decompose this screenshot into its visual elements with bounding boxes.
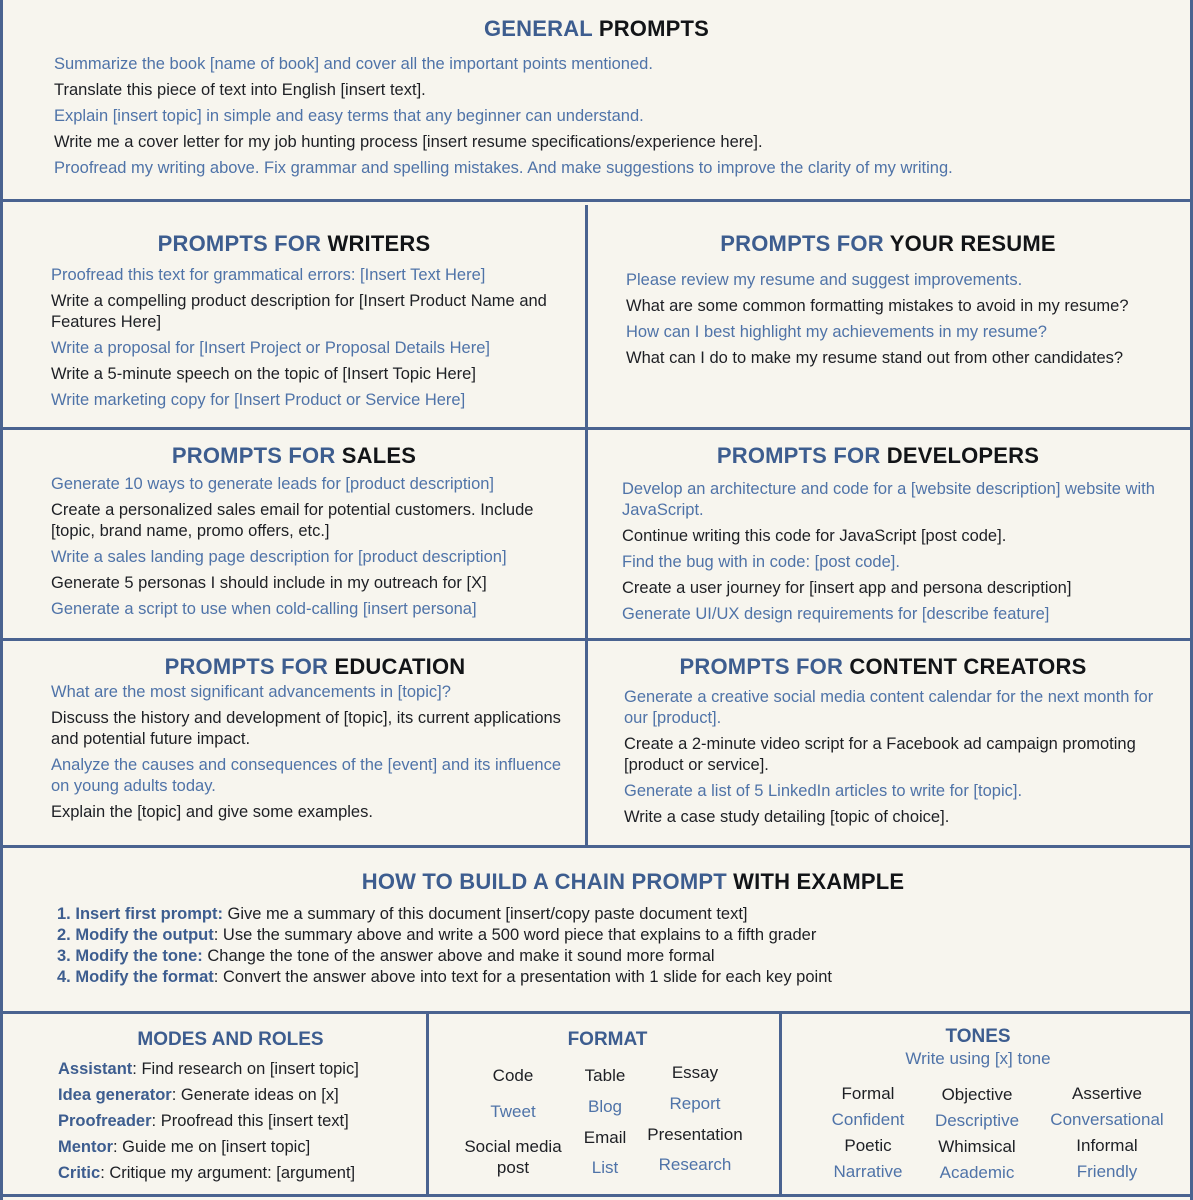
divider (3, 427, 1190, 430)
format-blog: Blog (587, 1097, 623, 1116)
format-table: Table (584, 1066, 626, 1085)
divider (3, 1194, 1190, 1197)
creators-list (624, 687, 1159, 833)
list-item: Create a personalized sales email for potential customers. Include [topic, brand name, promo offers, etc.] (51, 501, 534, 540)
tone-conversational: Conversational (1050, 1110, 1164, 1129)
format-research: Research (658, 1155, 732, 1174)
divider (3, 1011, 1190, 1014)
tone-academic: Academic (939, 1163, 1015, 1182)
list-item: What can I do to make my resume stand out from other candidates? (626, 349, 1124, 367)
tone-formal: Formal (841, 1084, 895, 1103)
list-item: Write me a cover letter for my job hunting process [insert resume specifications/experience here]. (54, 133, 763, 151)
list-item: Find the bug with in code: [post code]. (622, 553, 900, 571)
list-item: Write a compelling product description for [Insert Product Name and Features Here] (51, 292, 547, 331)
list-item: Please review my resume and suggest improvements. (626, 271, 1023, 289)
tone-assertive: Assertive (1072, 1084, 1142, 1103)
general-title: GENERAL PROMPTS (483, 16, 710, 41)
list-item: Generate 10 ways to generate leads for [product description] (51, 475, 495, 493)
list-item: How can I best highlight my achievements in my resume? (626, 323, 1047, 341)
list-item: Analyze the causes and consequences of the [event] and its influence on young adults today. (51, 756, 562, 795)
list-item: Generate a list of 5 LinkedIn articles to write for [topic]. (624, 782, 1023, 800)
format-code: Code (492, 1066, 534, 1085)
list-item: Create a user journey for [insert app and persona description] (622, 579, 1072, 597)
list-item: Translate this piece of text into English [insert text]. (54, 81, 426, 99)
chain-step: 2. Modify the output: Use the summary above and write a 500 word piece that explains to a fifth grader (57, 926, 817, 944)
list-item: Develop an architecture and code for a [website description] website with JavaScript. (622, 480, 1155, 519)
format-email: Email (583, 1128, 627, 1147)
tone-poetic: Poetic (844, 1136, 892, 1155)
format-presentation: Presentation (647, 1125, 743, 1144)
sales-list (51, 474, 579, 625)
divider (585, 205, 588, 845)
creators-title: PROMPTS FOR CONTENT CREATORS (679, 654, 1087, 679)
list-item: Explain [insert topic] in simple and easy terms that any beginner can understand. (54, 107, 644, 125)
list-item: Assistant: Find research on [insert topic] (58, 1060, 359, 1078)
list-item: Write a 5-minute speech on the topic of [Insert Topic Here] (51, 365, 476, 383)
tone-objective: Objective (941, 1085, 1013, 1104)
list-item: Write a proposal for [Insert Project or Proposal Details Here] (51, 339, 490, 357)
tones-title: TONES (945, 1026, 1011, 1047)
list-item: Explain the [topic] and give some examples. (51, 803, 373, 821)
developers-title: PROMPTS FOR DEVELOPERS (716, 443, 1040, 468)
list-item: Write marketing copy for [Insert Product or Service Here] (51, 391, 466, 409)
tone-whimsical: Whimsical (938, 1137, 1016, 1156)
divider (3, 199, 1190, 202)
list-item: Proofread this text for grammatical errors: [Insert Text Here] (51, 266, 486, 284)
chain-step: 4. Modify the format: Convert the answer above into text for a presentation with 1 slide for each key point (57, 968, 832, 986)
list-item: Write a case study detailing [topic of choice]. (624, 808, 950, 826)
tone-confident: Confident (831, 1110, 905, 1129)
resume-list (626, 270, 1146, 374)
chain-title: HOW TO BUILD A CHAIN PROMPT WITH EXAMPLE (361, 869, 905, 894)
tone-informal: Informal (1076, 1136, 1138, 1155)
format-essay: Essay (671, 1063, 719, 1082)
list-item: Proofread my writing above. Fix grammar and spelling mistakes. And make suggestions to improve the clarity of my writing. (54, 159, 953, 177)
developers-list (622, 479, 1157, 630)
general-list (54, 54, 1174, 184)
format-title: FORMAT (567, 1029, 648, 1050)
list-item: Mentor: Guide me on [insert topic] (58, 1138, 311, 1156)
writers-title: PROMPTS FOR WRITERS (157, 231, 431, 256)
tones-subtitle: Write using [x] tone (905, 1049, 1051, 1068)
divider (3, 845, 1190, 848)
resume-title: PROMPTS FOR YOUR RESUME (720, 231, 1056, 256)
list-item: Generate UI/UX design requirements for [describe feature] (622, 605, 1050, 623)
writers-list (51, 265, 566, 416)
list-item: Proofreader: Proofread this [insert text] (58, 1112, 349, 1130)
list-item: Generate a creative social media content calendar for the next month for our [product]. (624, 688, 1154, 727)
education-title: PROMPTS FOR EDUCATION (164, 654, 466, 679)
list-item: Generate a script to use when cold-calling [insert persona] (51, 600, 477, 618)
tone-friendly: Friendly (1076, 1162, 1138, 1181)
list-item: Critic: Critique my argument: [argument] (58, 1164, 356, 1182)
list-item: Continue writing this code for JavaScript [post code]. (622, 527, 1007, 545)
list-item: Idea generator: Generate ideas on [x] (58, 1086, 339, 1104)
modes-list (58, 1059, 423, 1189)
tone-narrative: Narrative (833, 1162, 903, 1181)
list-item: Generate 5 personas I should include in my outreach for [X] (51, 574, 487, 592)
list-item: Discuss the history and development of [topic], its current applications and potential future impact. (51, 709, 561, 748)
chain-step: 3. Modify the tone: Change the tone of the answer above and make it sound more formal (57, 947, 715, 965)
list-item: What are some common formatting mistakes to avoid in my resume? (626, 297, 1129, 315)
sales-title: PROMPTS FOR SALES (171, 443, 417, 468)
chain-steps (57, 904, 1177, 988)
format-tweet: Tweet (490, 1102, 536, 1121)
format-report: Report (669, 1094, 721, 1113)
format-list: List (591, 1158, 619, 1177)
modes-title: MODES AND ROLES (137, 1029, 324, 1050)
divider (3, 638, 1190, 641)
format-social: Social media post (464, 1137, 562, 1177)
list-item: Create a 2-minute video script for a Facebook ad campaign promoting [product or service]. (624, 735, 1136, 774)
list-item: Summarize the book [name of book] and cover all the important points mentioned. (54, 55, 653, 73)
chain-step: 1. Insert first prompt: Give me a summary of this document [insert/copy paste document text] (57, 905, 748, 923)
tone-descriptive: Descriptive (934, 1111, 1020, 1130)
list-item: What are the most significant advancements in [topic]? (51, 683, 451, 701)
education-list (51, 682, 571, 828)
list-item: Write a sales landing page description for [product description] (51, 548, 507, 566)
